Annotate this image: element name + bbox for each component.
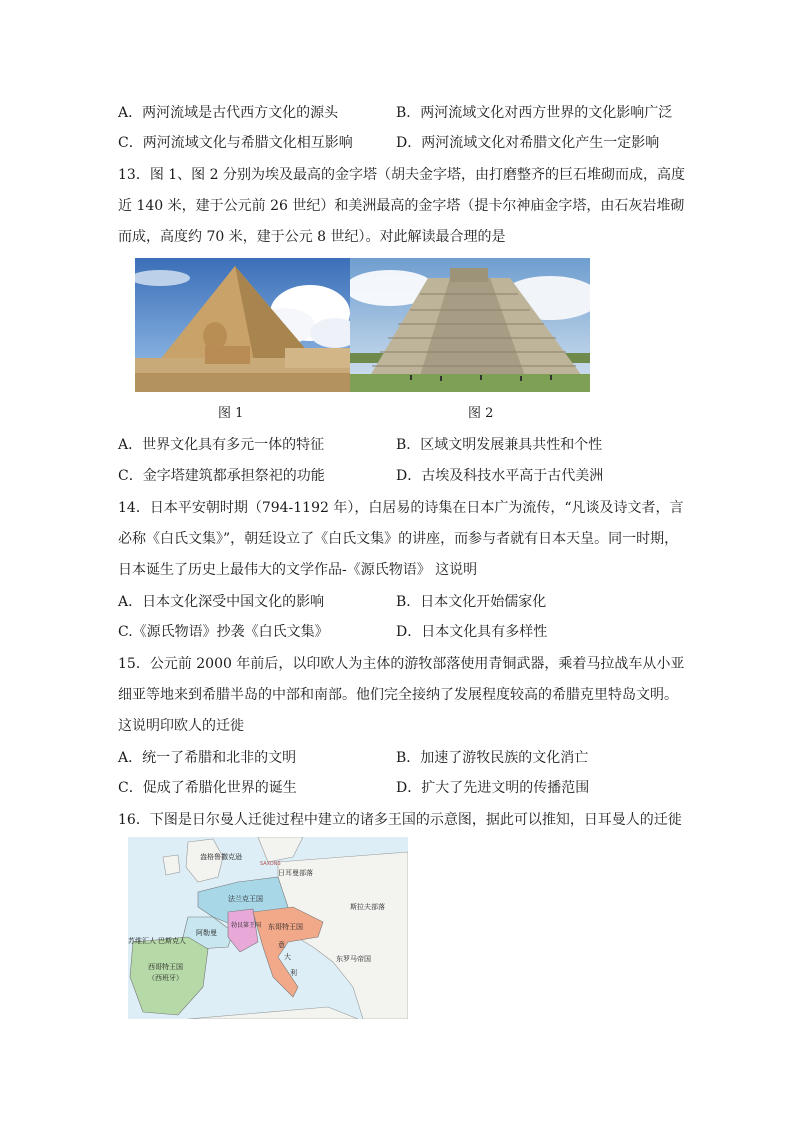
figure-1-caption: 图 1: [218, 406, 244, 421]
map-label-alemanni: 阿勒曼: [196, 929, 217, 937]
q13-stem-line-3: 而成，高度约 70 米，建于公元 8 世纪）。对此解读最合理的是: [118, 229, 506, 245]
q13-stem-line-2: 近 140 米，建于公元前 26 世纪）和美洲最高的金字塔（提卡尔神庙金字塔，由石灰岩堆砌: [118, 198, 685, 214]
map-label-spain: （西班牙）: [148, 974, 183, 982]
map-label-italy-3: 利: [290, 969, 297, 977]
q14-option-a[interactable]: A．日本文化深受中国文化的影响: [118, 594, 325, 610]
q13-option-c[interactable]: C．金字塔建筑都承担祭祀的功能: [118, 468, 325, 484]
map-label-franks: 法兰克王国: [228, 895, 263, 903]
map-label-saxony: SAXONS: [260, 861, 281, 867]
q15-option-c[interactable]: C．促成了希腊化世界的诞生: [118, 780, 297, 796]
q14-stem-line-2: 必称《白氏文集》”，朝廷设立了《白氏文集》的讲座，而参与者就有日本天皇。同一时期，: [118, 531, 679, 547]
q13-option-d[interactable]: D．古埃及科技水平高于古代美洲: [396, 468, 604, 484]
q15-option-b[interactable]: B．加速了游牧民族的文化消亡: [396, 750, 589, 766]
map-label-basques: 巴斯克人: [158, 937, 186, 945]
q16-stem-line-1: 16．下图是日尔曼人迁徙过程中建立的诸多王国的示意图，据此可以推知，日耳曼人的迁徙: [118, 812, 682, 828]
map-label-germanic-tribes: 日耳曼部落: [278, 869, 313, 877]
q12-option-b[interactable]: B．两河流域文化对西方世界的文化影响广泛: [396, 105, 673, 121]
figure-2-mesoamerican-pyramid-image: [350, 258, 590, 392]
q13-stem-line-1: 13．图 1、图 2 分别为埃及最高的金字塔（胡夫金字塔，由打磨整齐的巨石堆砌而成，高度: [118, 167, 685, 183]
q12-option-a[interactable]: A．两河流域是古代西方文化的源头: [118, 105, 339, 121]
q15-option-d[interactable]: D．扩大了先进文明的传播范围: [396, 780, 590, 796]
map-label-visigoths: 西哥特王国: [148, 963, 183, 971]
map-label-suebi: 苏维汇人: [128, 937, 156, 945]
q13-option-a[interactable]: A．世界文化具有多元一体的特征: [118, 437, 325, 453]
q14-stem-line-3: 日本诞生了历史上最伟大的文学作品-《源氏物语》 这说明: [118, 562, 478, 578]
q14-option-c[interactable]: C.《源氏物语》抄袭《白氏文集》: [118, 624, 329, 640]
q15-stem-line-3: 这说明印欧人的迁徙: [118, 718, 244, 734]
q12-option-c[interactable]: C．两河流域文化与希腊文化相互影响: [118, 135, 353, 151]
q14-option-d[interactable]: D．日本文化具有多样性: [396, 624, 548, 640]
figure-1-khufu-pyramid-image: [135, 258, 350, 392]
q13-option-b[interactable]: B．区域文明发展兼具共性和个性: [396, 437, 603, 453]
map-label-italy-1: 意: [278, 941, 285, 949]
figure-2-caption: 图 2: [468, 406, 494, 421]
map-label-ostrogoths: 东哥特王国: [268, 923, 303, 931]
map-label-burgundy: 勃艮第王国: [231, 922, 262, 929]
map-label-byzantine: 东罗马帝国: [336, 955, 371, 963]
q12-option-d[interactable]: D．两河流域文化对希腊文化产生一定影响: [396, 135, 660, 151]
q15-stem-line-2: 细亚等地来到希腊半岛的中部和南部。他们完全接纳了发展程度较高的希腊克里特岛文明。: [118, 687, 678, 703]
q14-stem-line-1: 14．日本平安朝时期（794-1192 年），白居易的诗集在日本广为流传，“凡谈及诗文者，言: [118, 500, 684, 516]
map-label-italy-2: 大: [284, 953, 291, 961]
q15-option-a[interactable]: A．统一了希腊和北非的文明: [118, 750, 297, 766]
germanic-kingdoms-map: [128, 837, 408, 1019]
map-label-anglo-saxon: 盎格鲁撒克逊: [200, 853, 242, 861]
q15-stem-line-1: 15．公元前 2000 年前后，以印欧人为主体的游牧部落使用青铜武器，乘着马拉战车从小亚: [118, 656, 685, 672]
q14-option-b[interactable]: B．日本文化开始儒家化: [396, 594, 547, 610]
map-label-slavs: 斯拉夫部落: [350, 903, 385, 911]
